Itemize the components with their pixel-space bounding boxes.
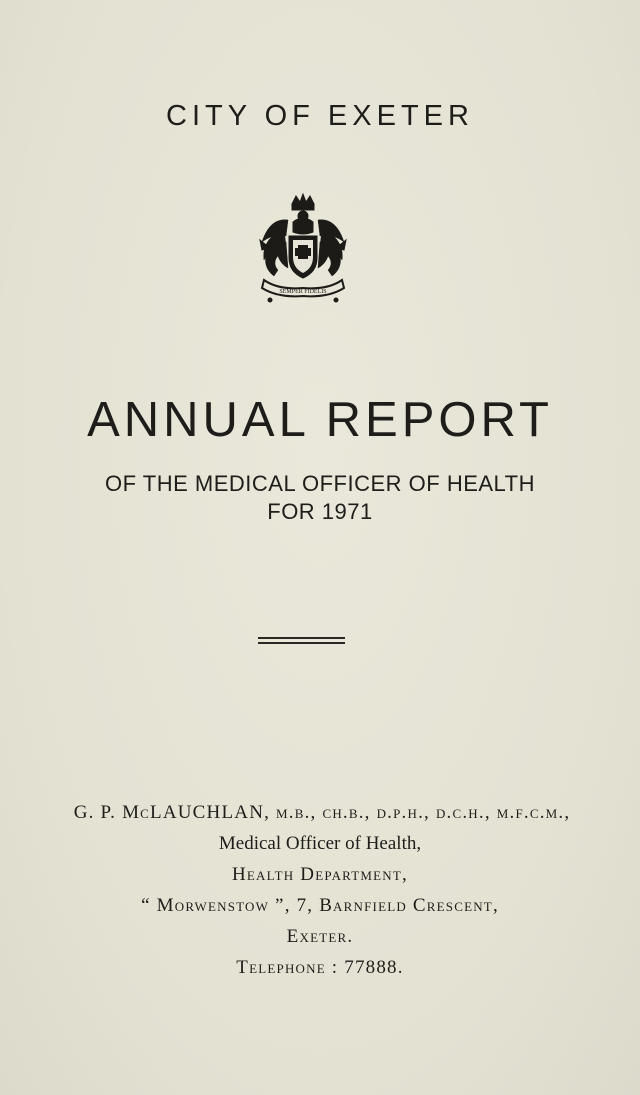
- report-subtitle: [0, 470, 640, 526]
- department-address: “ Morwenstow ”, 7, Barnfield Crescent,: [141, 895, 499, 916]
- subtitle-line-2: FOR 1971: [267, 499, 373, 524]
- telephone-number: Telephone : 77888.: [236, 957, 404, 978]
- double-rule-top: [258, 637, 345, 639]
- author-block: [0, 797, 640, 983]
- author-name-line: G. P. McLAUCHLAN, m.b., ch.b., d.p.h., d.c.h., m.f.c.m.,: [73, 802, 571, 823]
- subtitle-line-1: OF THE MEDICAL OFFICER OF HEALTH: [105, 471, 535, 496]
- report-title: ANNUAL REPORT: [87, 393, 553, 447]
- double-rule-bottom: [258, 642, 345, 644]
- coat-of-arms-icon: [248, 190, 358, 315]
- crest-motto-text: SEMPER FIDELIS: [279, 289, 327, 295]
- department-city: Exeter.: [286, 926, 354, 947]
- city-title: CITY OF EXETER: [166, 100, 474, 132]
- author-role: Medical Officer of Health,: [218, 833, 422, 854]
- department-name: Health Department,: [232, 864, 408, 885]
